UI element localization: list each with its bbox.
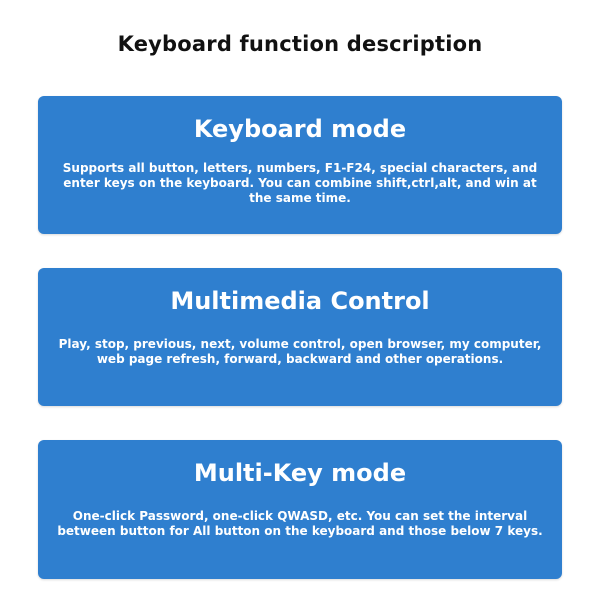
card-title: Multi-Key mode — [193, 459, 407, 487]
card-multimedia-control — [38, 268, 562, 406]
card-description: Play, stop, previous, next, volume control, open browser, my computer, web page refresh, forward, backward and other operations. — [58, 337, 542, 366]
card-keyboard-mode — [38, 96, 562, 234]
card-description: Supports all button, letters, numbers, F1-F24, special characters, and enter keys on the keyboard. You can combine shift,ctrl,alt, and win at the same time. — [62, 161, 538, 205]
page-title: Keyboard function description — [117, 32, 483, 56]
card-description: One-click Password, one-click QWASD, etc. You can set the interval between button for All button on the keyboard and those below 7 keys. — [57, 509, 543, 538]
card-title: Keyboard mode — [193, 115, 407, 143]
card-title: Multimedia Control — [170, 287, 430, 315]
card-multi-key-mode — [38, 440, 562, 579]
